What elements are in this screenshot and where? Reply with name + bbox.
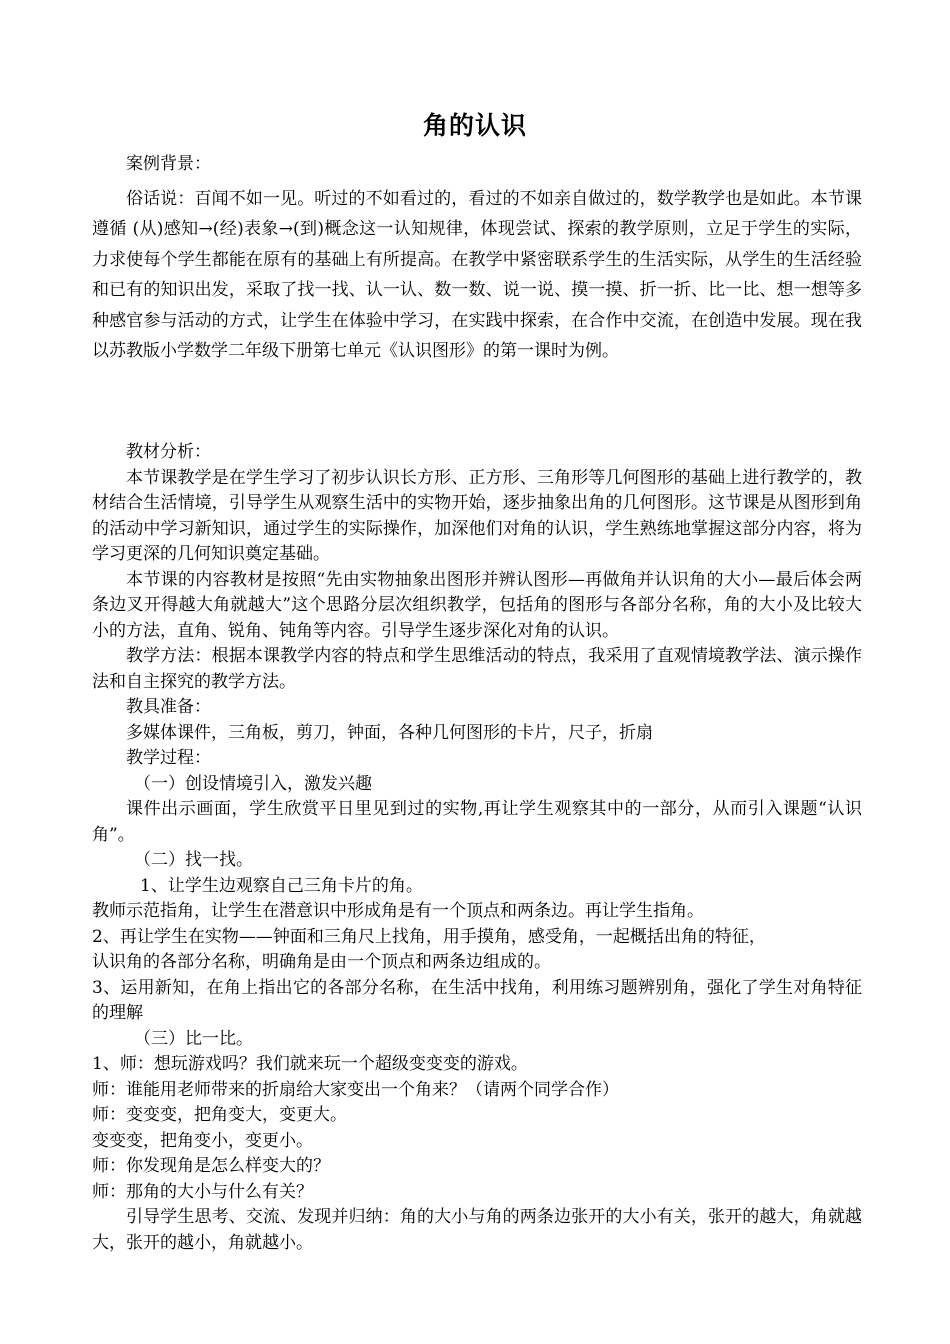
section-3-summary: 引导学生思考、交流、发现并归纳：角的大小与角的两条边张开的大小有关，张开的越大，角就越大，张开的越小，角就越小。 [92, 1207, 862, 1253]
background-section [92, 149, 862, 367]
background-label: 案例背景： [126, 154, 211, 174]
section-2-item-2b: 认识角的各部分名称，明确角是由一个顶点和两条边组成的。 [92, 952, 551, 972]
section-2-item-3: 3、运用新知，在角上指出它的各部分名称，在生活中找角，利用练习题辨别角，强化了学生对角特征的理解 [92, 977, 862, 1023]
section-2-demo: 教师示范指角，让学生在潜意识中形成角是有一个顶点和两条边。再让学生指角。 [92, 901, 704, 921]
section-1-text: 课件出示画面，学生欣赏平日里见到过的实物,再让学生观察其中的一部分，从而引入课题“认识角”。 [92, 799, 862, 845]
analysis-paragraph-1: 本节课教学是在学生学习了初步认识长方形、正方形、三角形等几何图形的基础上进行教学的，教材结合生活情境，引导学生从观察生活中的实物开始，逐步抽象出角的几何图形。这节课是从图形到角的活动中学习新知识，通过学生的实际操作，加深他们对角的认识，学生熟练地掌握这部分内容，将为学习更深的几何知识奠定基础。 [92, 467, 862, 564]
analysis-section [92, 440, 862, 1256]
teaching-method: 教学方法：根据本课教学内容的特点和学生思维活动的特点，我采用了直观情境教学法、演示操作法和自主探究的教学方法。 [92, 646, 862, 692]
process-label: 教学过程： [126, 748, 211, 768]
section-2-title: （二）找一找。 [134, 850, 253, 870]
section-3-line-4: 变变变，把角变小，变更小。 [92, 1130, 313, 1151]
analysis-paragraph-2: 本节课的内容教材是按照“先由实物抽象出图形并辨认图形—再做角并认识角的大小—最后体会两条边叉开得越大角就越大”这个思路分层次组织教学，包括角的图形与各部分名称，角的大小及比较大小的方法，直角、锐角、钝角等内容。引导学生逐步深化对角的认识。 [92, 569, 862, 641]
background-paragraph: 俗话说：百闻不如一见。听过的不如看过的，看过的不如亲自做过的，数学教学也是如此。本节课遵循 (从)感知→(经)表象→(到)概念这一认知规律，体现尝试、探索的教学原则，立足于学生的实际，力求使每个学生都能在原有的基础上有所提高。在教学中紧密联系学生的生活实际，从学生的生活经验和已有的知识出发，采取了找一找、认一认、数一数、说一说、摸一摸、折一折、比一比、想一想等多种感官参与活动的方式，让学生在体验中学习，在实践中探索，在合作中交流，在创造中发展。现在我以苏教版小学数学二年级下册第七单元《认识图形》的第一课时为例。 [92, 188, 862, 361]
section-1-title: （一）创设情境引入，激发兴趣 [134, 773, 372, 794]
section-2-item-2a: 2、再让学生在实物——钟面和三角尺上找角，用手摸角，感受角，一起概括出角的特征， [92, 926, 766, 947]
tools-label: 教具准备： [126, 697, 211, 717]
section-3-line-5: 师：你发现角是怎么样变大的？ [92, 1156, 330, 1176]
section-2-item-1: 1、让学生边观察自己三角卡片的角。 [140, 875, 423, 896]
section-3-line-1: 1、师：想玩游戏吗？我们就来玩一个超级变变变的游戏。 [92, 1054, 528, 1074]
tools-list: 多媒体课件，三角板，剪刀，钟面，各种几何图形的卡片，尺子，折扇 [126, 722, 653, 743]
analysis-label: 教材分析： [126, 442, 211, 462]
section-3-line-6: 师：那角的大小与什么有关？ [92, 1181, 313, 1202]
document-title: 角的认识 [422, 111, 527, 140]
section-3-line-2: 师：谁能用老师带来的折扇给大家变出一个角来？（请两个同学合作） [92, 1079, 619, 1100]
section-3-title: （三）比一比。 [134, 1028, 253, 1049]
section-3-line-3: 师：变变变，把角变大，变更大。 [92, 1105, 347, 1125]
